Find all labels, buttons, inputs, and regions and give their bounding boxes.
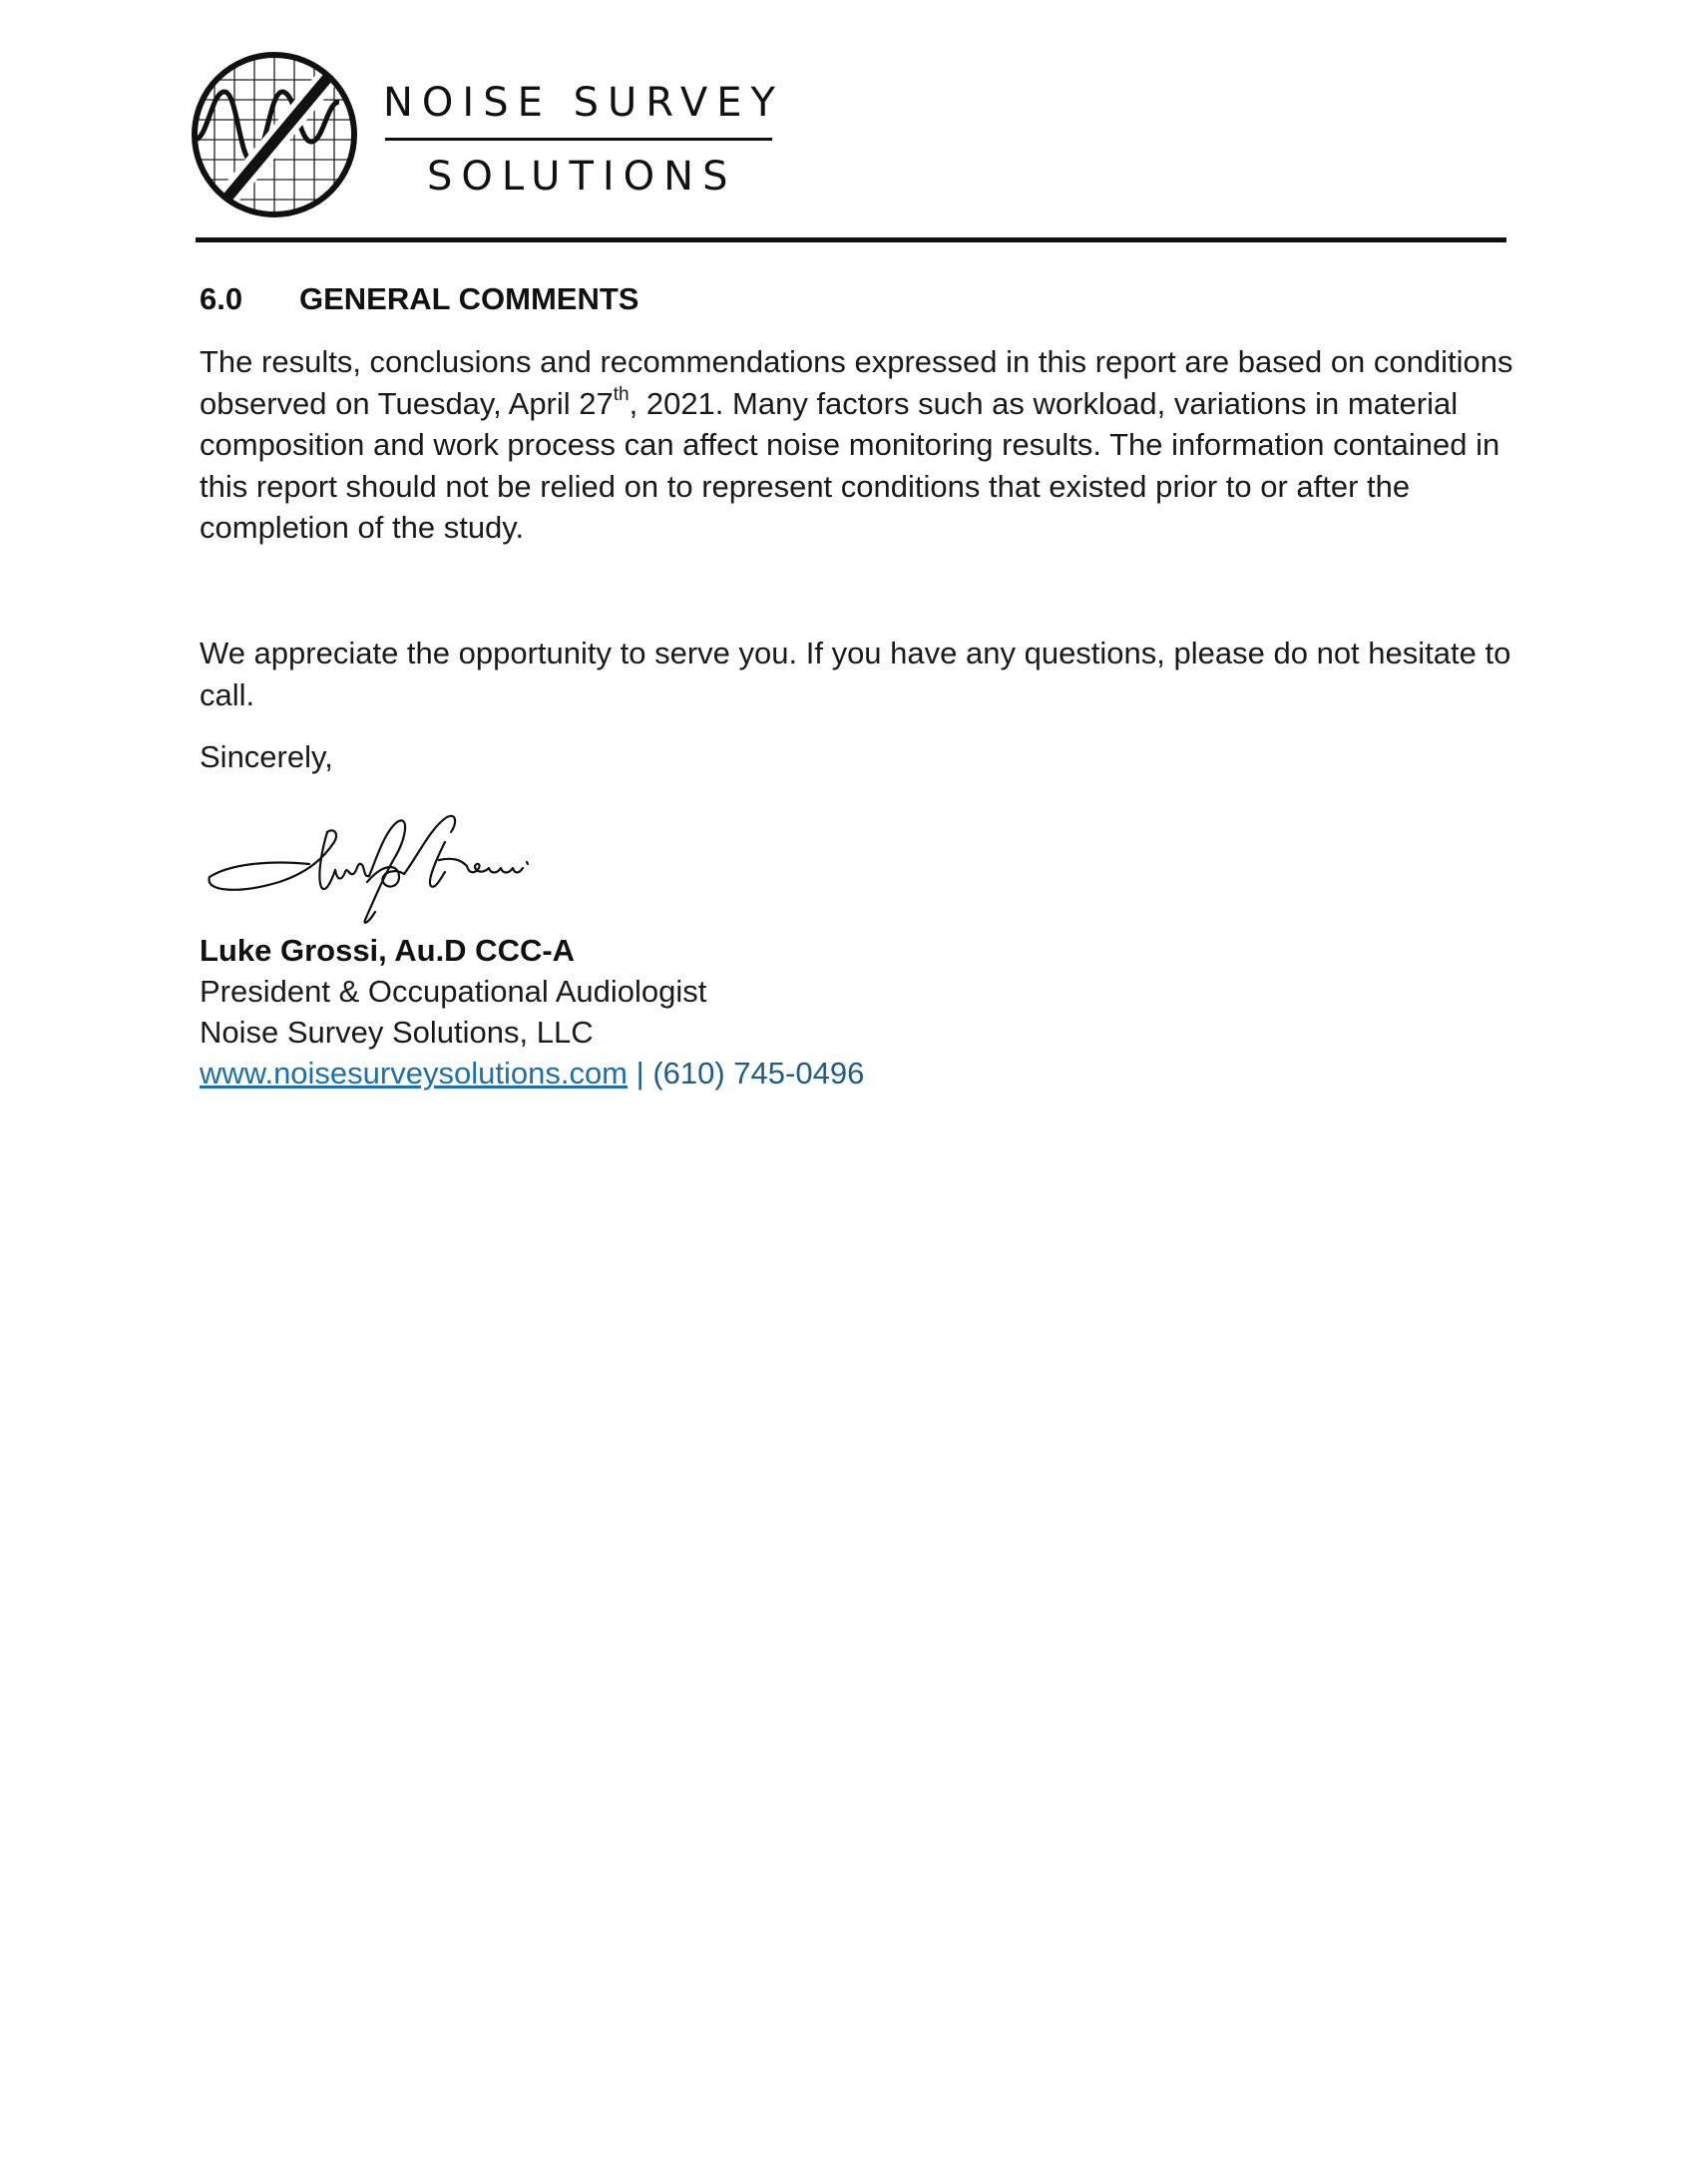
section-number: 6.0 [200, 281, 243, 316]
para1-text-end: , 2021. Many factors such as workload, variations in material composition and work process can affect noise monitoring results. The information contained in this report should not be relied on to represent conditions that existed prior to or after the completion of the study. [200, 385, 1500, 545]
header-rule [196, 237, 1506, 242]
section-title: GENERAL COMMENTS [299, 281, 639, 316]
appreciation-paragraph: We appreciate the opportunity to serve you. If you have any questions, please do not hesitate to call. [200, 636, 1511, 712]
phone-number: (610) 745-0496 [652, 1056, 865, 1091]
signature-block [200, 930, 864, 1093]
waveform-circle-slash-logo-icon [190, 50, 359, 219]
contact-line [200, 1053, 864, 1093]
website-link[interactable]: www.noisesurveysolutions.com [200, 1056, 629, 1091]
logo-text-line-2: SOLUTIONS [427, 154, 737, 200]
results-paragraph [200, 341, 1516, 549]
handwritten-signature-icon [200, 802, 569, 932]
signatory-title: President & Occupational Audiologist [200, 974, 707, 1009]
section-heading [200, 281, 638, 317]
company-name: Noise Survey Solutions, LLC [200, 1015, 594, 1050]
contact-separator: | [636, 1056, 644, 1091]
para1-text-start: The results, conclusions and recommendations expressed in this report are based on conditions observed on Tuesday, April 27 [200, 344, 1513, 421]
signatory-name: Luke Grossi, Au.D CCC-A [200, 933, 576, 968]
logo-text-line-1: NOISE SURVEY [383, 80, 784, 126]
para1-superscript: th [613, 384, 630, 406]
logo-divider [385, 138, 772, 141]
closing-salutation: Sincerely, [200, 739, 333, 774]
